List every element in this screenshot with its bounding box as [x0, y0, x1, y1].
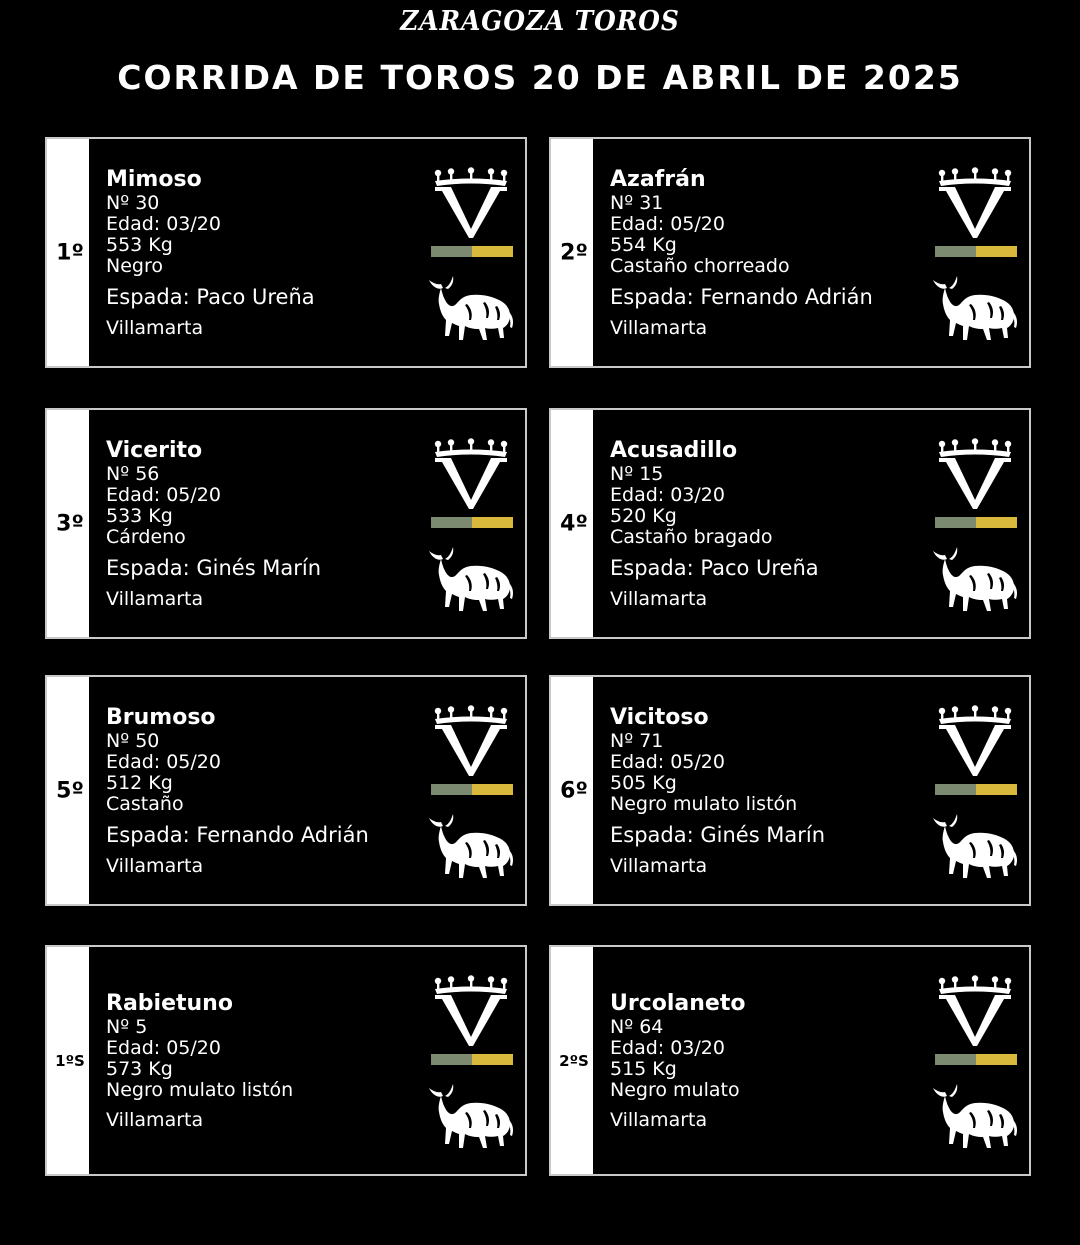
bull-order: 5º	[56, 778, 84, 803]
bull-ganaderia: Villamarta	[106, 854, 204, 877]
ganaderia-flag-icon	[431, 246, 513, 257]
ganaderia-flag-icon	[431, 1054, 513, 1065]
bull-card	[549, 675, 1031, 906]
bull-weight: 505 Kg	[610, 771, 677, 794]
bull-info	[610, 139, 920, 366]
bull-ganaderia: Villamarta	[106, 316, 204, 339]
flag-green-stripe	[431, 246, 472, 257]
crown-v-icon	[933, 438, 1017, 510]
bull-card	[45, 408, 527, 639]
crown-v-icon	[429, 705, 513, 777]
bull-weight: 554 Kg	[610, 233, 677, 256]
bull-age: Edad: 03/20	[610, 483, 725, 506]
bull-name: Rabietuno	[106, 990, 233, 1016]
bull-name: Mimoso	[106, 166, 202, 192]
flag-green-stripe	[431, 517, 472, 528]
ganaderia-flag-icon	[935, 784, 1017, 795]
bull-icon	[427, 274, 515, 344]
bull-name: Acusadillo	[610, 437, 738, 463]
bull-number: Nº 50	[106, 729, 160, 752]
crown-v-icon	[429, 975, 513, 1047]
flag-yellow-stripe	[472, 784, 513, 795]
flag-green-stripe	[935, 246, 976, 257]
bull-weight: 553 Kg	[106, 233, 173, 256]
crown-v-icon	[429, 438, 513, 510]
ganaderia-flag-icon	[431, 784, 513, 795]
bull-ganaderia: Villamarta	[610, 587, 708, 610]
bull-info	[610, 677, 920, 904]
bull-coat: Negro	[106, 254, 163, 277]
bull-number: Nº 31	[610, 191, 664, 214]
bull-icon	[427, 545, 515, 615]
bull-icon	[931, 1082, 1019, 1152]
bull-name: Vicitoso	[610, 704, 709, 730]
bull-coat: Negro mulato listón	[106, 1078, 294, 1101]
bull-espada: Espada: Paco Ureña	[106, 284, 315, 309]
bull-ganaderia: Villamarta	[106, 1108, 204, 1131]
bull-weight: 533 Kg	[106, 504, 173, 527]
bull-weight: 573 Kg	[106, 1057, 173, 1080]
bull-card	[45, 675, 527, 906]
ganaderia-flag-icon	[935, 246, 1017, 257]
flag-green-stripe	[431, 784, 472, 795]
bull-icon	[427, 1082, 515, 1152]
bull-number: Nº 30	[106, 191, 160, 214]
crown-v-icon	[429, 167, 513, 239]
page-title: CORRIDA DE TOROS 20 DE ABRIL DE 2025	[117, 58, 963, 97]
bull-icon	[931, 545, 1019, 615]
bull-age: Edad: 03/20	[106, 212, 221, 235]
bull-number: Nº 15	[610, 462, 664, 485]
bull-number: Nº 64	[610, 1015, 664, 1038]
bull-espada: Espada: Fernando Adrián	[106, 822, 369, 847]
bull-coat: Castaño bragado	[610, 525, 773, 548]
bull-coat: Castaño chorreado	[610, 254, 790, 277]
bull-ganaderia: Villamarta	[610, 1108, 708, 1131]
bull-order: 3º	[56, 511, 84, 536]
flag-yellow-stripe	[976, 1054, 1017, 1065]
bull-ganaderia: Villamarta	[610, 316, 708, 339]
bull-name: Vicerito	[106, 437, 203, 463]
bull-info	[106, 947, 416, 1174]
ganaderia-flag-icon	[935, 517, 1017, 528]
bull-weight: 520 Kg	[610, 504, 677, 527]
flag-yellow-stripe	[976, 246, 1017, 257]
bull-weight: 512 Kg	[106, 771, 173, 794]
bull-info	[106, 139, 416, 366]
bull-age: Edad: 05/20	[106, 750, 221, 773]
brand-logo: ZARAGOZA TOROS	[400, 6, 680, 37]
bull-coat: Negro mulato listón	[610, 792, 798, 815]
flag-yellow-stripe	[976, 517, 1017, 528]
bull-espada: Espada: Paco Ureña	[610, 555, 819, 580]
bull-order: 4º	[560, 511, 588, 536]
bull-number: Nº 5	[106, 1015, 148, 1038]
bull-order: 1º	[56, 240, 84, 265]
flag-yellow-stripe	[472, 1054, 513, 1065]
bull-age: Edad: 05/20	[106, 483, 221, 506]
flag-yellow-stripe	[472, 246, 513, 257]
bull-coat: Castaño	[106, 792, 184, 815]
bull-order: 1ºS	[55, 1051, 85, 1070]
bull-ganaderia: Villamarta	[106, 587, 204, 610]
flag-green-stripe	[935, 517, 976, 528]
bull-age: Edad: 05/20	[610, 212, 725, 235]
bull-info	[610, 947, 920, 1174]
ganaderia-flag-icon	[431, 517, 513, 528]
bull-name: Brumoso	[106, 704, 216, 730]
bull-info	[106, 410, 416, 637]
bull-age: Edad: 03/20	[610, 1036, 725, 1059]
bull-order: 2ºS	[559, 1051, 589, 1070]
bull-espada: Espada: Ginés Marín	[106, 555, 322, 580]
bull-icon	[931, 812, 1019, 882]
flag-yellow-stripe	[976, 784, 1017, 795]
bull-card	[549, 408, 1031, 639]
bull-age: Edad: 05/20	[610, 750, 725, 773]
ganaderia-flag-icon	[935, 1054, 1017, 1065]
bull-icon	[427, 812, 515, 882]
bull-name: Urcolaneto	[610, 990, 746, 1016]
bull-weight: 515 Kg	[610, 1057, 677, 1080]
bull-espada: Espada: Fernando Adrián	[610, 284, 873, 309]
bull-info	[610, 410, 920, 637]
bull-info	[106, 677, 416, 904]
flag-green-stripe	[935, 1054, 976, 1065]
bull-number: Nº 71	[610, 729, 664, 752]
bull-card	[549, 137, 1031, 368]
bull-number: Nº 56	[106, 462, 160, 485]
bull-espada: Espada: Ginés Marín	[610, 822, 826, 847]
bull-card	[549, 945, 1031, 1176]
bull-name: Azafrán	[610, 166, 706, 192]
bull-coat: Cárdeno	[106, 525, 186, 548]
flag-green-stripe	[935, 784, 976, 795]
bull-ganaderia: Villamarta	[610, 854, 708, 877]
bull-coat: Negro mulato	[610, 1078, 740, 1101]
flag-green-stripe	[431, 1054, 472, 1065]
crown-v-icon	[933, 975, 1017, 1047]
bull-icon	[931, 274, 1019, 344]
bull-order: 6º	[560, 778, 588, 803]
flag-yellow-stripe	[472, 517, 513, 528]
bull-age: Edad: 05/20	[106, 1036, 221, 1059]
crown-v-icon	[933, 705, 1017, 777]
bull-order: 2º	[560, 240, 588, 265]
bull-card	[45, 945, 527, 1176]
crown-v-icon	[933, 167, 1017, 239]
bull-card	[45, 137, 527, 368]
